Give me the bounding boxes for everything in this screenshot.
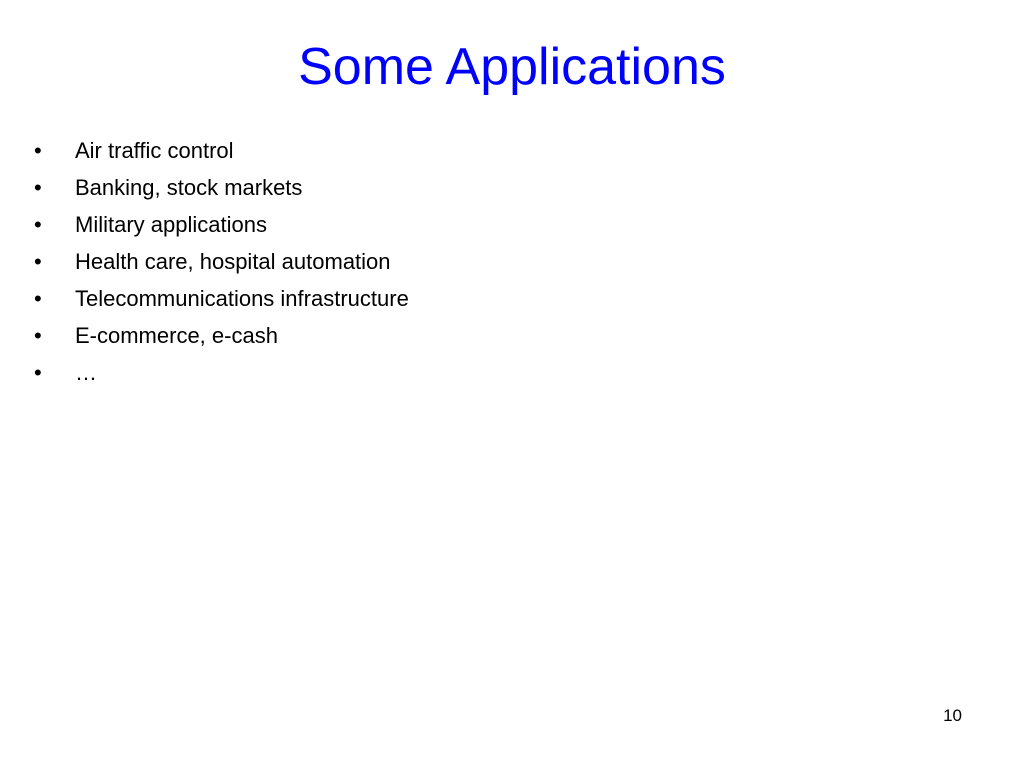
bullet-item xyxy=(34,280,409,317)
bullet-text: Telecommunications infrastructure xyxy=(75,286,409,311)
bullet-text: Military applications xyxy=(75,212,267,237)
bullet-text: … xyxy=(75,360,97,385)
bullet-item xyxy=(34,169,409,206)
bullet-list xyxy=(34,132,409,391)
bullet-item xyxy=(34,317,409,354)
bullet-text: Air traffic control xyxy=(75,138,234,163)
bullet-item xyxy=(34,354,409,391)
bullet-text: Health care, hospital automation xyxy=(75,249,391,274)
bullet-item xyxy=(34,243,409,280)
bullet-icon: • xyxy=(34,138,42,163)
bullet-text: E-commerce, e-cash xyxy=(75,323,278,348)
slide-title: Some Applications xyxy=(298,38,726,96)
bullet-icon: • xyxy=(34,323,42,348)
bullet-item xyxy=(34,206,409,243)
bullet-icon: • xyxy=(34,249,42,274)
bullet-text: Banking, stock markets xyxy=(75,175,303,200)
bullet-icon: • xyxy=(34,286,42,311)
bullet-item xyxy=(34,132,409,169)
page-number: 10 xyxy=(943,706,962,725)
bullet-icon: • xyxy=(34,175,42,200)
bullet-icon: • xyxy=(34,360,42,385)
bullet-icon: • xyxy=(34,212,42,237)
